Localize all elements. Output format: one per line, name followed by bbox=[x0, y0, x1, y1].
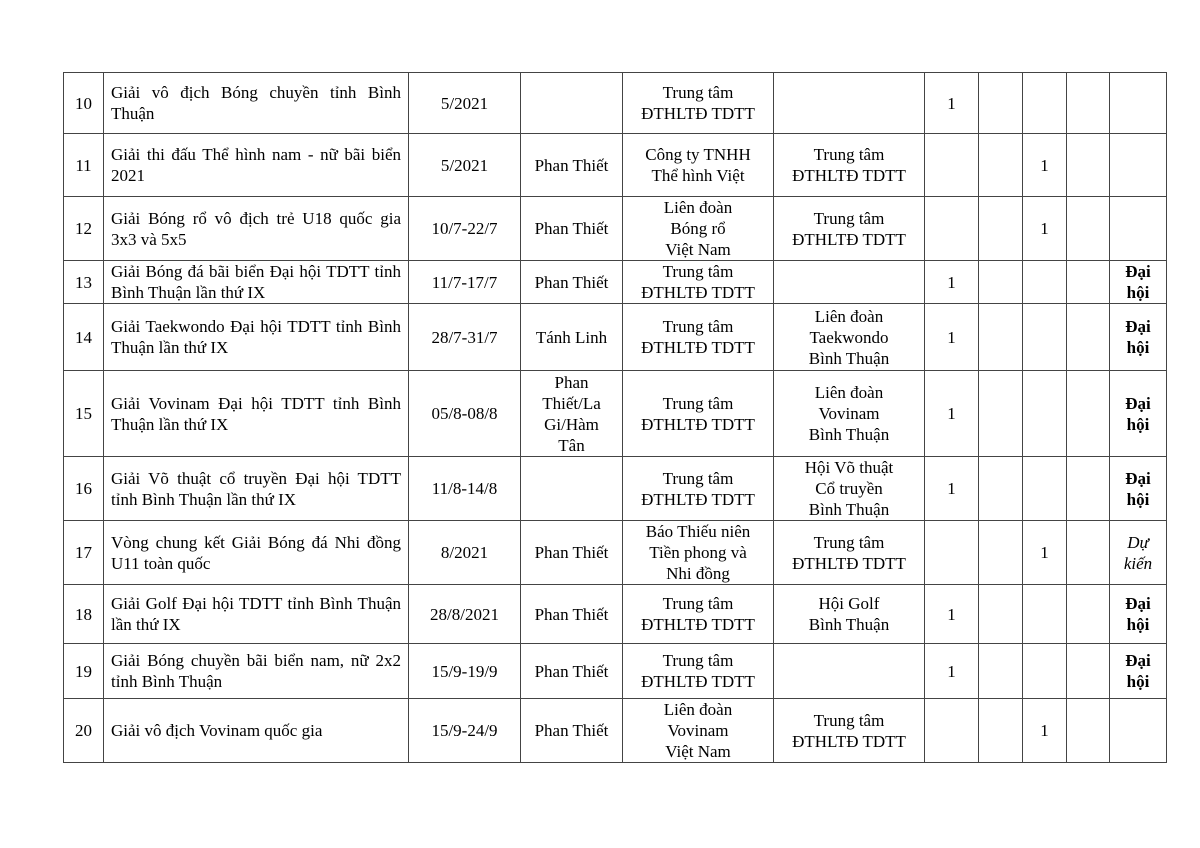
coordinator-cell: Trung tâm ĐTHLTĐ TDTT bbox=[774, 521, 925, 585]
table-row bbox=[64, 644, 1167, 699]
event-name-cell: Giải thi đấu Thể hình nam - nữ bãi biển 2021 bbox=[104, 134, 409, 197]
organizer-cell: Trung tâm ĐTHLTĐ TDTT bbox=[623, 261, 774, 304]
level-col-3-cell: 1 bbox=[1023, 197, 1067, 261]
note-cell bbox=[1110, 197, 1167, 261]
table-row bbox=[64, 457, 1167, 521]
level-col-4-cell bbox=[1067, 699, 1110, 763]
level-col-4-cell bbox=[1067, 371, 1110, 457]
level-col-3-cell: 1 bbox=[1023, 134, 1067, 197]
table-row bbox=[64, 304, 1167, 371]
event-name-cell: Giải vô địch Vovinam quốc gia bbox=[104, 699, 409, 763]
event-place-cell: Phan Thiết bbox=[521, 197, 623, 261]
level-col-4-cell bbox=[1067, 73, 1110, 134]
level-col-2-cell bbox=[979, 261, 1023, 304]
organizer-cell: Trung tâm ĐTHLTĐ TDTT bbox=[623, 585, 774, 644]
note-cell bbox=[1110, 699, 1167, 763]
row-number-cell: 19 bbox=[64, 644, 104, 699]
level-col-3-cell bbox=[1023, 261, 1067, 304]
row-number-cell: 13 bbox=[64, 261, 104, 304]
table-row bbox=[64, 134, 1167, 197]
note-cell: Đại hội bbox=[1110, 261, 1167, 304]
table-row bbox=[64, 261, 1167, 304]
level-col-1-cell: 1 bbox=[925, 644, 979, 699]
events-table bbox=[63, 72, 1167, 763]
level-col-1-cell: 1 bbox=[925, 457, 979, 521]
event-time-cell: 05/8-08/8 bbox=[409, 371, 521, 457]
coordinator-cell bbox=[774, 261, 925, 304]
table-row bbox=[64, 699, 1167, 763]
level-col-2-cell bbox=[979, 521, 1023, 585]
table-row bbox=[64, 371, 1167, 457]
event-time-cell: 10/7-22/7 bbox=[409, 197, 521, 261]
level-col-2-cell bbox=[979, 699, 1023, 763]
level-col-4-cell bbox=[1067, 134, 1110, 197]
row-number-cell: 20 bbox=[64, 699, 104, 763]
table-row bbox=[64, 585, 1167, 644]
coordinator-cell: Liên đoàn Vovinam Bình Thuận bbox=[774, 371, 925, 457]
level-col-1-cell: 1 bbox=[925, 304, 979, 371]
event-time-cell: 5/2021 bbox=[409, 73, 521, 134]
level-col-2-cell bbox=[979, 457, 1023, 521]
coordinator-cell: Hội Golf Bình Thuận bbox=[774, 585, 925, 644]
level-col-3-cell bbox=[1023, 585, 1067, 644]
organizer-cell: Trung tâm ĐTHLTĐ TDTT bbox=[623, 304, 774, 371]
event-place-cell: Phan Thiết bbox=[521, 521, 623, 585]
level-col-3-cell bbox=[1023, 304, 1067, 371]
note-cell bbox=[1110, 73, 1167, 134]
event-time-cell: 15/9-24/9 bbox=[409, 699, 521, 763]
event-place-cell: Phan Thiết/La Gi/Hàm Tân bbox=[521, 371, 623, 457]
level-col-1-cell: 1 bbox=[925, 371, 979, 457]
row-number-cell: 17 bbox=[64, 521, 104, 585]
organizer-cell: Trung tâm ĐTHLTĐ TDTT bbox=[623, 457, 774, 521]
level-col-4-cell bbox=[1067, 197, 1110, 261]
coordinator-cell: Hội Võ thuật Cổ truyền Bình Thuận bbox=[774, 457, 925, 521]
event-time-cell: 11/8-14/8 bbox=[409, 457, 521, 521]
organizer-cell: Liên đoàn Vovinam Việt Nam bbox=[623, 699, 774, 763]
row-number-cell: 11 bbox=[64, 134, 104, 197]
table-row bbox=[64, 521, 1167, 585]
coordinator-cell: Trung tâm ĐTHLTĐ TDTT bbox=[774, 134, 925, 197]
table-row bbox=[64, 73, 1167, 134]
level-col-1-cell: 1 bbox=[925, 73, 979, 134]
level-col-2-cell bbox=[979, 73, 1023, 134]
level-col-3-cell bbox=[1023, 73, 1067, 134]
level-col-1-cell: 1 bbox=[925, 261, 979, 304]
coordinator-cell: Trung tâm ĐTHLTĐ TDTT bbox=[774, 699, 925, 763]
event-place-cell: Phan Thiết bbox=[521, 134, 623, 197]
event-name-cell: Giải vô địch Bóng chuyền tỉnh Bình Thuận bbox=[104, 73, 409, 134]
table-body bbox=[64, 73, 1167, 763]
level-col-2-cell bbox=[979, 371, 1023, 457]
event-name-cell: Giải Võ thuật cổ truyền Đại hội TDTT tỉnh Bình Thuận lần thứ IX bbox=[104, 457, 409, 521]
event-name-cell: Giải Bóng rổ vô địch trẻ U18 quốc gia 3x3 và 5x5 bbox=[104, 197, 409, 261]
level-col-1-cell: 1 bbox=[925, 585, 979, 644]
event-time-cell: 28/8/2021 bbox=[409, 585, 521, 644]
level-col-3-cell bbox=[1023, 644, 1067, 699]
level-col-1-cell bbox=[925, 521, 979, 585]
note-cell bbox=[1110, 134, 1167, 197]
note-cell: Đại hội bbox=[1110, 457, 1167, 521]
event-name-cell: Giải Golf Đại hội TDTT tỉnh Bình Thuận lần thứ IX bbox=[104, 585, 409, 644]
organizer-cell: Liên đoàn Bóng rổ Việt Nam bbox=[623, 197, 774, 261]
level-col-4-cell bbox=[1067, 521, 1110, 585]
level-col-1-cell bbox=[925, 197, 979, 261]
level-col-3-cell bbox=[1023, 457, 1067, 521]
event-time-cell: 28/7-31/7 bbox=[409, 304, 521, 371]
organizer-cell: Trung tâm ĐTHLTĐ TDTT bbox=[623, 644, 774, 699]
event-time-cell: 15/9-19/9 bbox=[409, 644, 521, 699]
level-col-3-cell: 1 bbox=[1023, 521, 1067, 585]
level-col-2-cell bbox=[979, 304, 1023, 371]
row-number-cell: 10 bbox=[64, 73, 104, 134]
event-place-cell bbox=[521, 457, 623, 521]
level-col-1-cell bbox=[925, 699, 979, 763]
event-name-cell: Giải Taekwondo Đại hội TDTT tỉnh Bình Thuận lần thứ IX bbox=[104, 304, 409, 371]
level-col-2-cell bbox=[979, 134, 1023, 197]
row-number-cell: 14 bbox=[64, 304, 104, 371]
level-col-2-cell bbox=[979, 585, 1023, 644]
event-time-cell: 8/2021 bbox=[409, 521, 521, 585]
level-col-4-cell bbox=[1067, 644, 1110, 699]
note-cell: Đại hội bbox=[1110, 371, 1167, 457]
event-time-cell: 11/7-17/7 bbox=[409, 261, 521, 304]
event-name-cell: Giải Vovinam Đại hội TDTT tỉnh Bình Thuận lần thứ IX bbox=[104, 371, 409, 457]
table-row bbox=[64, 197, 1167, 261]
level-col-4-cell bbox=[1067, 457, 1110, 521]
level-col-4-cell bbox=[1067, 585, 1110, 644]
event-name-cell: Giải Bóng chuyền bãi biển nam, nữ 2x2 tỉnh Bình Thuận bbox=[104, 644, 409, 699]
event-time-cell: 5/2021 bbox=[409, 134, 521, 197]
organizer-cell: Trung tâm ĐTHLTĐ TDTT bbox=[623, 371, 774, 457]
row-number-cell: 16 bbox=[64, 457, 104, 521]
note-cell: Đại hội bbox=[1110, 304, 1167, 371]
event-place-cell: Phan Thiết bbox=[521, 261, 623, 304]
coordinator-cell bbox=[774, 644, 925, 699]
row-number-cell: 15 bbox=[64, 371, 104, 457]
note-cell: Dự kiến bbox=[1110, 521, 1167, 585]
coordinator-cell bbox=[774, 73, 925, 134]
level-col-2-cell bbox=[979, 644, 1023, 699]
organizer-cell: Trung tâm ĐTHLTĐ TDTT bbox=[623, 73, 774, 134]
level-col-3-cell bbox=[1023, 371, 1067, 457]
level-col-2-cell bbox=[979, 197, 1023, 261]
organizer-cell: Báo Thiếu niên Tiền phong và Nhi đồng bbox=[623, 521, 774, 585]
coordinator-cell: Liên đoàn Taekwondo Bình Thuận bbox=[774, 304, 925, 371]
level-col-4-cell bbox=[1067, 261, 1110, 304]
event-place-cell: Tánh Linh bbox=[521, 304, 623, 371]
level-col-3-cell: 1 bbox=[1023, 699, 1067, 763]
coordinator-cell: Trung tâm ĐTHLTĐ TDTT bbox=[774, 197, 925, 261]
organizer-cell: Công ty TNHH Thể hình Việt bbox=[623, 134, 774, 197]
event-place-cell: Phan Thiết bbox=[521, 699, 623, 763]
level-col-4-cell bbox=[1067, 304, 1110, 371]
event-place-cell: Phan Thiết bbox=[521, 585, 623, 644]
note-cell: Đại hội bbox=[1110, 585, 1167, 644]
level-col-1-cell bbox=[925, 134, 979, 197]
event-place-cell: Phan Thiết bbox=[521, 644, 623, 699]
event-name-cell: Vòng chung kết Giải Bóng đá Nhi đồng U11 toàn quốc bbox=[104, 521, 409, 585]
event-place-cell bbox=[521, 73, 623, 134]
event-name-cell: Giải Bóng đá bãi biển Đại hội TDTT tỉnh Bình Thuận lần thứ IX bbox=[104, 261, 409, 304]
row-number-cell: 12 bbox=[64, 197, 104, 261]
row-number-cell: 18 bbox=[64, 585, 104, 644]
note-cell: Đại hội bbox=[1110, 644, 1167, 699]
